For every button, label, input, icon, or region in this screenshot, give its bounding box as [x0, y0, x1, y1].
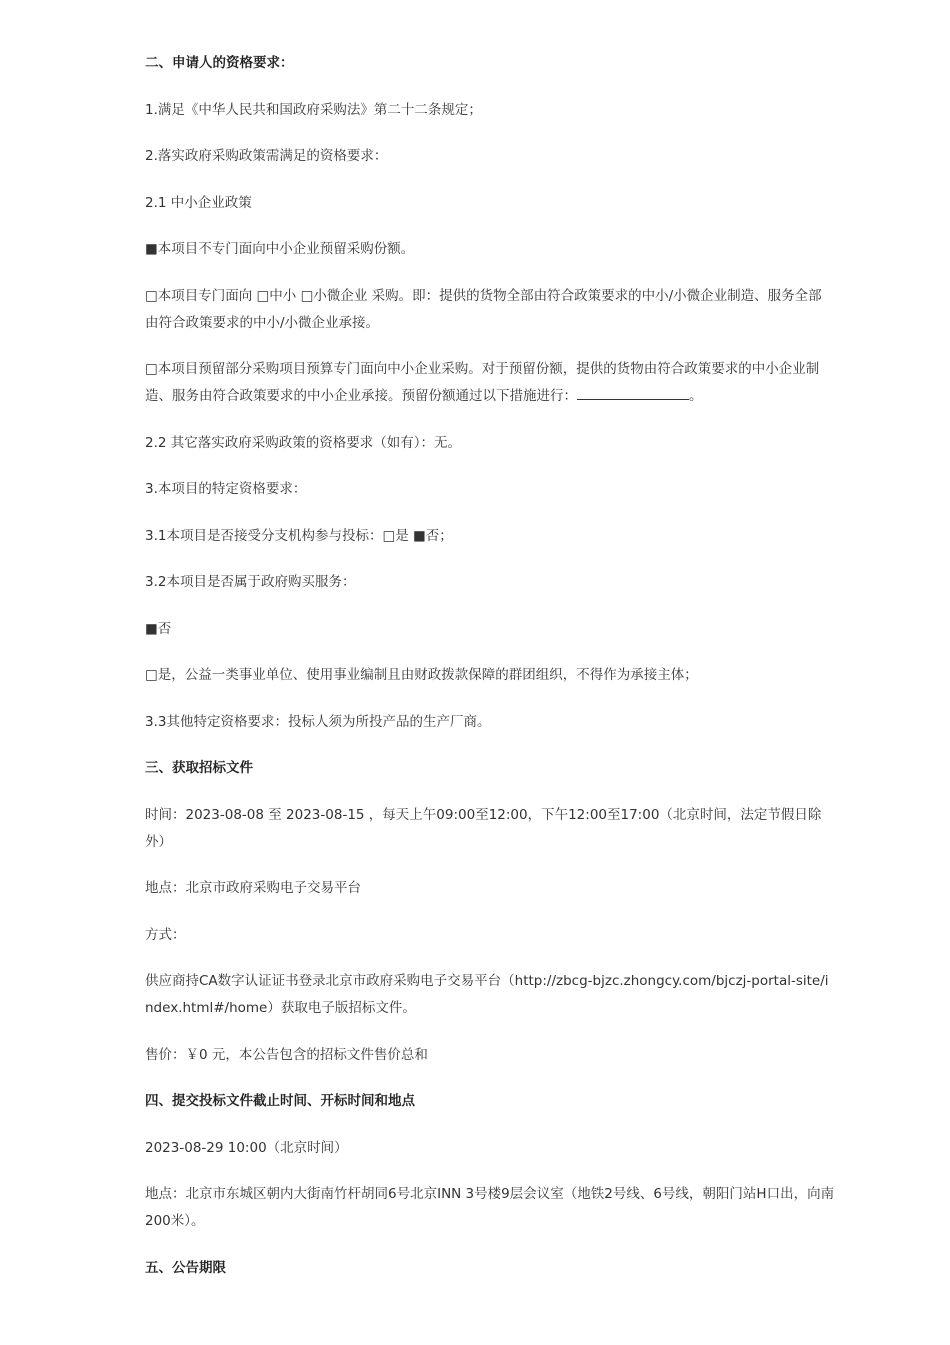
requirement-1: 1.满足《中华人民共和国政府采购法》第二十二条规定； — [145, 101, 482, 118]
option-dedicated: □本项目专门面向 □中小 □小微企业 采购。即：提供的货物全部由符合政策要求的中小/小微企业制造、服务全部由符合政策要求的中小/小微企业承接。 — [145, 287, 822, 331]
document-price: 售价：￥0 元，本公告包含的招标文件售价总和 — [145, 1046, 428, 1063]
requirement-3-2: 3.2本项目是否属于政府购买服务： — [145, 574, 356, 590]
requirement-2-2: 2.2 其它落实政府采购政策的资格要求（如有）：无。 — [145, 434, 462, 451]
requirement-3-3: 3.3其他特定资格要求：投标人须为所投产品的生产厂商。 — [145, 713, 491, 730]
obtain-method-label: 方式： — [145, 926, 186, 943]
requirement-3-1: 3.1本项目是否接受分支机构参与投标：□是 ■否； — [145, 527, 453, 544]
bid-opening-place: 地点：北京市东城区朝内大街南竹杆胡同6号北京INN 3号楼9层会议室（地铁2号线、6号线，朝阳门站H口出，向南200米）。 — [145, 1186, 835, 1229]
announcement-body — [145, 50, 835, 1301]
section-5-heading: 五、公告期限 — [145, 1259, 226, 1276]
option-not-reserved: ■本项目不专门面向中小企业预留采购份额。 — [145, 241, 415, 257]
obtain-time: 时间：2023-08-08 至 2023-08-15 ，每天上午09:00至12:00，下午12:00至17:00（北京时间，法定节假日除外） — [145, 806, 822, 850]
requirement-2: 2.落实政府采购政策需满足的资格要求： — [145, 148, 388, 164]
requirement-3-2-no: ■否 — [145, 620, 172, 637]
option-partial — [145, 356, 835, 410]
section-4-heading: 四、提交投标文件截止时间、开标时间和地点 — [145, 1093, 415, 1109]
obtain-place: 地点：北京市政府采购电子交易平台 — [145, 880, 361, 896]
bid-deadline: 2023-08-29 10:00（北京时间） — [145, 1139, 348, 1156]
requirement-3-2-yes: □是，公益一类事业单位、使用事业编制且由财政拨款保障的群团组织，不得作为承接主体； — [145, 667, 698, 683]
option-partial-end: 。 — [689, 388, 703, 404]
requirement-3: 3.本项目的特定资格要求： — [145, 481, 307, 497]
option-partial-text: □本项目预留部分采购项目预算专门面向中小企业采购。对于预留份额，提供的货物由符合政策要求的中小企业制造、服务由符合政策要求的中小企业承接。预留份额通过以下措施进行： — [145, 361, 820, 404]
section-3-heading: 三、获取招标文件 — [145, 760, 253, 776]
reserved-measures-blank — [577, 385, 689, 400]
requirement-2-1: 2.1 中小企业政策 — [145, 194, 252, 211]
section-2-heading: 二、申请人的资格要求： — [145, 55, 294, 71]
obtain-method: 供应商持CA数字认证证书登录北京市政府采购电子交易平台（http://zbcg-bjzc.zhongcy.com/bjczj-portal-site/index.html#/home）获取电子版招标文件。 — [145, 973, 829, 1016]
